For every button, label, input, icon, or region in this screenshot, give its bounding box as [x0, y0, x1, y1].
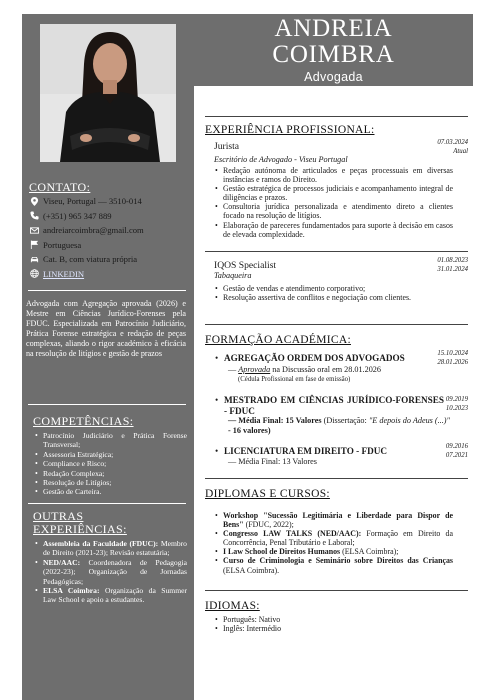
diploma-item	[214, 511, 453, 529]
flag-icon	[28, 239, 40, 250]
skill-item: • Gestão de Carteira.	[35, 487, 187, 496]
diploma-name: Workshop "Sucessão Legitimária e Liberdade para Dispor de Bens"	[223, 511, 453, 530]
job-date-end: Atual	[453, 147, 468, 155]
section-divider	[205, 590, 468, 591]
diploma-name: Congresso LAW TALKS (NED/AAC):	[223, 529, 362, 539]
diplomas-list	[214, 511, 453, 575]
job-date-start: 01.08.2023	[437, 257, 468, 264]
language-item: • Português: Nativo	[214, 615, 453, 624]
education-dates	[446, 396, 468, 413]
contact-phone	[28, 209, 190, 224]
languages-list	[214, 615, 453, 633]
detail-rest: (Dissertação:	[321, 416, 369, 425]
job-role: Advogada	[304, 70, 363, 84]
job-dates	[437, 257, 468, 274]
language-item: • Inglês: Intermédio	[214, 624, 453, 633]
sidebar-divider	[28, 503, 186, 504]
section-divider	[205, 478, 468, 479]
diploma-detail: Formação em Direito da Concorrência, Penal Tributário e Laboral;	[223, 529, 453, 548]
other-item-text: Organização da Summer Law School e apoio a estudantes.	[43, 586, 188, 605]
job-bullet: • Redação autónoma de articulados e peças processuais em diversas instâncias e ramos do Direito.	[214, 166, 453, 184]
location-pin-icon	[28, 196, 40, 207]
detail-dissertation: "E depois do Adeus (...)"	[368, 416, 450, 425]
other-item-text: Membro de Direito (2021-23); Revisão estatutária;	[43, 539, 187, 558]
education-degree: • LICENCIATURA EM DIREITO - FDUC	[214, 446, 444, 457]
other-title-line-2: EXPERIÊNCIAS:	[33, 522, 127, 536]
education-dates	[437, 350, 468, 367]
job-bullet: • Elaboração de pareceres fundamentados para suporte à decisão em casos de elevada complexidade.	[214, 221, 453, 239]
contact-license	[28, 252, 190, 267]
education-date-start: 09.2019	[445, 396, 468, 403]
job-bullet: • Gestão estratégica de processos judiciais e acompanhamento integral de diligências e prazos.	[214, 184, 453, 202]
contact-nationality-text: Portuguesa	[43, 239, 82, 250]
contact-location	[28, 194, 190, 209]
skill-item: • Redação Complexa;	[35, 469, 187, 478]
other-item-org: Assembleia da Faculdade (FDUC):	[43, 539, 159, 548]
languages-title: IDIOMAS:	[205, 600, 260, 612]
contact-email[interactable]	[28, 223, 190, 238]
diploma-item	[214, 556, 453, 574]
education-detail: — Média Final: 13 Valores	[228, 457, 317, 466]
other-title-line-1: OUTRAS	[33, 509, 84, 523]
education-date-end: 07.2021	[445, 451, 468, 459]
portrait-image	[40, 24, 176, 162]
contact-location-text: Viseu, Portugal — 3510-014	[43, 196, 142, 207]
other-item	[35, 586, 187, 605]
section-divider	[205, 324, 468, 325]
job-dates	[437, 139, 468, 156]
detail-approved: Aprovada	[238, 365, 271, 374]
last-name: COIMBRA	[272, 41, 395, 68]
car-icon	[28, 254, 40, 265]
section-divider	[205, 116, 468, 117]
sidebar-divider	[28, 290, 186, 291]
education-date-start: 15.10.2024	[437, 350, 468, 357]
other-item	[35, 558, 187, 586]
job-date-end: 31.01.2024	[437, 265, 468, 273]
skill-item: • Compliance e Risco;	[35, 459, 187, 468]
job-bullet: • Resolução assertiva de conflitos e negociação com clientes.	[214, 293, 453, 302]
linkedin-link[interactable]: LINKEDIN	[43, 268, 85, 279]
other-item-text: Coordenadora de Pedagogia (2022-23); Organização de Jornadas Pedagógicas;	[43, 557, 187, 586]
diplomas-title: DIPLOMAS E CURSOS:	[205, 488, 330, 500]
diploma-detail: (FDUC, 2022);	[243, 520, 294, 530]
job-bullets	[214, 166, 453, 239]
job-bullet: • Gestão de vendas e atendimento corporativo;	[214, 284, 453, 293]
other-experience-list	[35, 539, 187, 605]
header-band	[194, 14, 473, 86]
job-company: Tabaqueira	[214, 271, 252, 280]
contact-linkedin[interactable]	[28, 267, 190, 282]
skill-item: • Patrocínio Judiciário e Prática Forense Transversal;	[35, 431, 187, 450]
diploma-item	[214, 529, 453, 547]
education-date-end: 10.2023	[445, 404, 468, 412]
skill-item: • Resolução de Litígios;	[35, 478, 187, 487]
education-degree: • MESTRADO EM CIÊNCIAS JURÍDICO-FORENSES - FDUC	[214, 395, 444, 416]
other-experience-title	[33, 510, 127, 536]
detail-grade: — Média Final: 15 Valores	[228, 416, 322, 425]
first-name: ANDREIA	[274, 15, 393, 42]
profile-summary: Advogada com Agregação aprovada (2026) e Mestre em Ciências Jurídico-Forenses pela FDUC. Especializada em Patrocínio Judiciário, Prática Forense estratégica e redação de peças complexas, aliando o rigor académico à eficácia na resolução de litígios e gestão de prazos	[26, 299, 186, 358]
job-title: Jurista	[214, 141, 240, 152]
section-divider	[205, 251, 468, 252]
education-date-start: 09.2016	[445, 443, 468, 450]
diploma-item	[214, 547, 453, 556]
contact-title: CONTATO:	[29, 180, 91, 194]
experience-title: EXPERIÊNCIA PROFISSIONAL:	[205, 124, 375, 136]
diploma-detail: (ELSA Coimbra);	[340, 547, 399, 557]
education-degree: • AGREGAÇÃO ORDEM DOS ADVOGADOS	[214, 353, 444, 364]
other-item-org: ELSA Coimbra:	[43, 586, 100, 596]
sidebar-divider	[28, 404, 186, 405]
job-title: IQOS Specialist	[214, 260, 277, 271]
education-detail	[228, 416, 454, 435]
job-date-start: 07.03.2024	[437, 139, 468, 146]
contact-nationality	[28, 238, 190, 253]
education-note: (Cédula Profissional em fase de emissão)	[238, 376, 351, 383]
detail-prefix: —	[228, 365, 239, 374]
skill-item: • Assessoria Estratégica;	[35, 450, 187, 459]
diploma-name: Curso de Criminologia e Seminário sobre Direitos das Crianças	[223, 556, 453, 566]
education-title: FORMAÇÃO ACADÉMICA:	[205, 334, 351, 346]
phone-icon	[28, 210, 40, 221]
detail-tail: - 16 valores)	[228, 425, 271, 435]
profile-photo	[40, 24, 176, 162]
skills-list	[35, 431, 187, 497]
skills-title: COMPETÊNCIAS:	[33, 414, 134, 428]
contact-license-text: Cat. B, com viatura própria	[43, 254, 138, 265]
contact-email-text[interactable]: andreiarcoimbra@gmail.com	[43, 225, 144, 236]
diploma-name: I Law School de Direitos Humanos	[223, 547, 341, 557]
education-dates	[446, 443, 468, 460]
mail-icon	[28, 225, 40, 236]
other-item-org: NED/AAC:	[43, 557, 81, 567]
contact-list	[28, 194, 190, 281]
detail-rest: na Discussão oral em 28.01.2026	[270, 365, 381, 374]
other-item	[35, 539, 187, 558]
globe-icon	[28, 268, 40, 279]
job-bullets	[214, 284, 453, 302]
education-date-end: 28.01.2026	[437, 358, 468, 366]
diploma-detail: (ELSA Coimbra).	[223, 565, 280, 575]
contact-phone-text: (+351) 965 347 889	[43, 210, 112, 221]
education-detail	[228, 365, 381, 375]
job-company: Escritório de Advogado - Viseu Portugal	[214, 155, 348, 164]
job-bullet: • Consultoria jurídica personalizada e atendimento direto a clientes focado na resolução de litígios.	[214, 202, 453, 220]
